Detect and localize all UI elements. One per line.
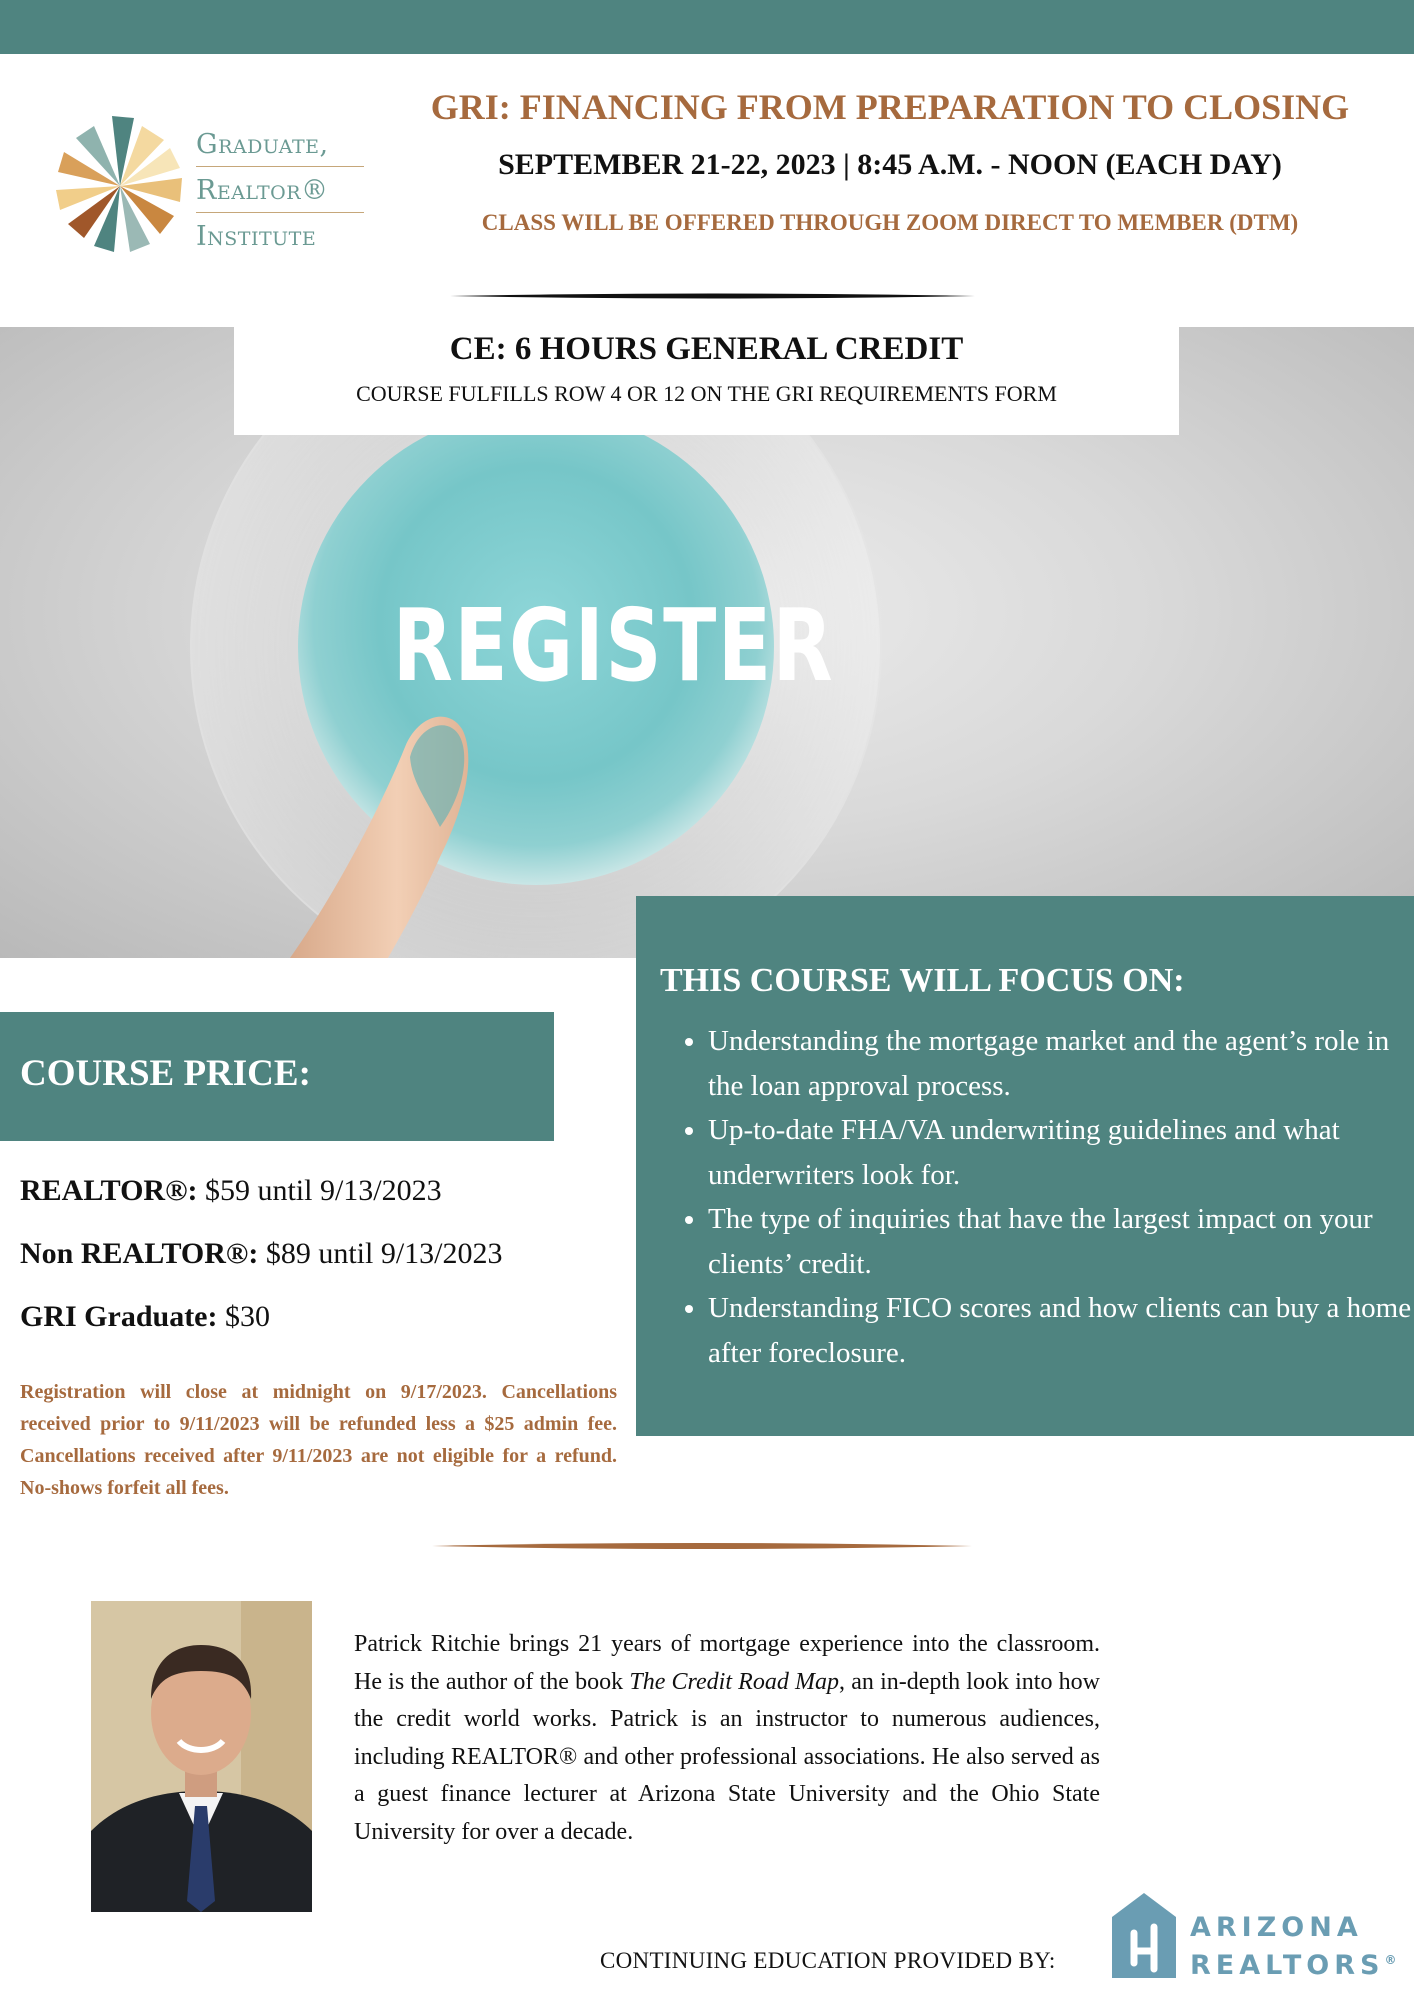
focus-title: THIS COURSE WILL FOCUS ON:	[660, 962, 1185, 999]
logo-line-1: Graduate,	[196, 129, 329, 160]
logo-line-3: Institute	[196, 221, 317, 252]
course-title: GRI: FINANCING FROM PREPARATION TO CLOSING	[430, 87, 1350, 127]
instructor-photo	[91, 1601, 312, 1912]
price-label: REALTOR®:	[20, 1174, 198, 1207]
focus-list	[674, 1019, 1414, 1375]
price-row-realtor	[20, 1174, 442, 1208]
arizona-realtors-wordmark	[1190, 1912, 1396, 1982]
cancellation-policy: Registration will close at midnight on 9/17/2023. Cancellations received prior to 9/11/2023 will be refunded less a $25 admin fee. Cancellations received after 9/11/2023 are not eligible for a refund. No-shows forfeit all fees.	[20, 1381, 617, 1499]
price-value: $30	[225, 1300, 270, 1333]
sponsor-line-2: REALTORS	[1190, 1950, 1385, 1981]
provided-by-text: CONTINUING EDUCATION PROVIDED BY:	[600, 1948, 1056, 1973]
list-item: • Up-to-date FHA/VA underwriting guidelines and what underwriters look for.	[708, 1108, 1414, 1197]
price-value: $89 until 9/13/2023	[265, 1237, 503, 1270]
divider-swoosh-icon	[450, 293, 975, 299]
divider-swoosh-icon	[432, 1542, 972, 1550]
course-dates: SEPTEMBER 21-22, 2023 | 8:45 A.M. - NOON (EACH DAY)	[498, 148, 1282, 181]
instructor-portrait-icon	[91, 1601, 312, 1912]
sponsor-mark: ®	[1384, 1953, 1397, 1967]
price-title: COURSE PRICE:	[20, 1053, 311, 1094]
register-button-label: REGISTER	[392, 587, 835, 704]
credit-subtitle: COURSE FULFILLS ROW 4 OR 12 ON THE GRI REQUIREMENTS FORM	[356, 381, 1057, 406]
price-value: $59 until 9/13/2023	[204, 1174, 442, 1207]
price-row-non-realtor	[20, 1237, 503, 1271]
list-item: • The type of inquiries that have the largest impact on your clients’ credit.	[708, 1197, 1414, 1286]
book-title: The Credit Road Map	[629, 1668, 840, 1695]
logo-line-2: Realtor®	[196, 175, 329, 206]
delivery-note: CLASS WILL BE OFFERED THROUGH ZOOM DIRECT TO MEMBER (DTM)	[481, 210, 1299, 235]
list-item: • Understanding the mortgage market and the agent’s role in the loan approval process.	[708, 1019, 1414, 1108]
list-item: • Understanding FICO scores and how clients can buy a home after foreclosure.	[708, 1286, 1414, 1375]
sponsor-line-1: ARIZONA	[1190, 1912, 1363, 1943]
credit-title: CE: 6 HOURS GENERAL CREDIT	[449, 331, 964, 367]
bio-text-start: Patrick Ritchie brings 21 years of mortgage experience into the classroom. He is the author of the book	[354, 1631, 1100, 1695]
top-band	[0, 0, 1414, 54]
gri-logo-text	[196, 122, 329, 260]
instructor-bio	[354, 1626, 1100, 1851]
price-row-gri-graduate	[20, 1300, 270, 1334]
price-label: Non REALTOR®:	[20, 1237, 259, 1270]
bio-text-end: , an in-depth look into how the credit world works. Patrick is an instructor to numerous audiences, including REALTOR® and other professional associations. He also served as a guest finance lecturer at Arizona State University and the Ohio State University for over a decade.	[354, 1668, 1101, 1845]
price-label: GRI Graduate:	[20, 1300, 218, 1333]
